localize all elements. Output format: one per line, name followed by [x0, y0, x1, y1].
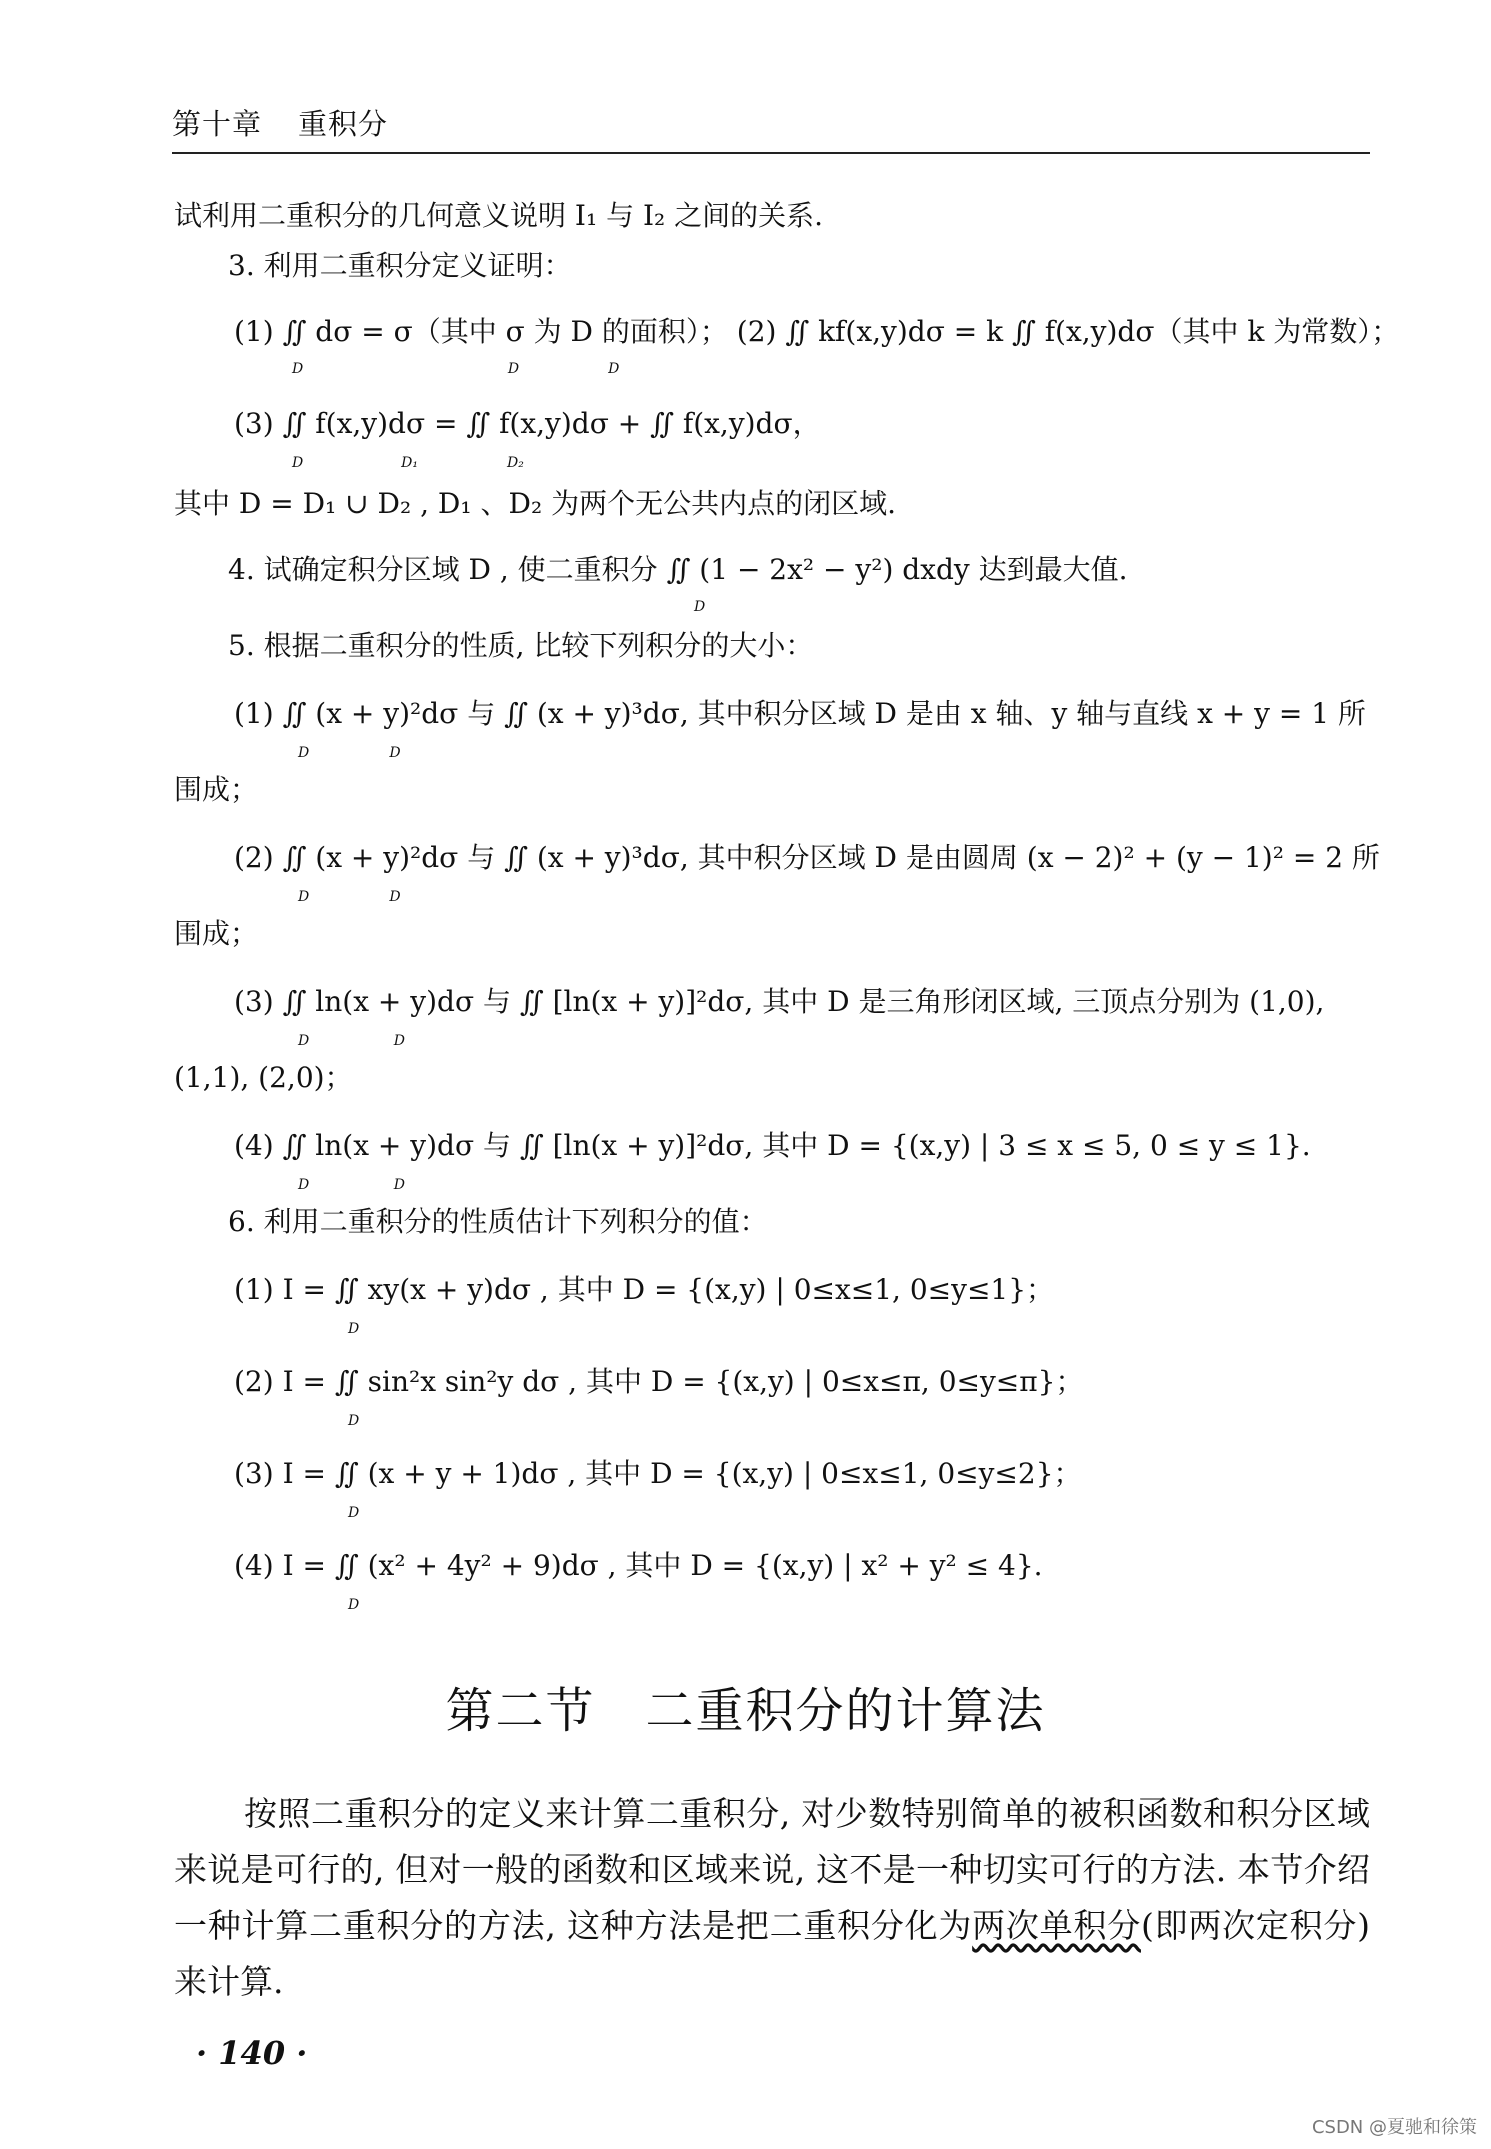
header-rule [172, 152, 1370, 154]
paragraph-text: 按照二重积分的定义来计算二重积分, 对少数特别简单的被积函数和积分区域来说是可行的, 但对一般的函数和区域来说, 这不是一种切实可行的方法. 本节介绍一种计算二重积分的方法, 这种方法是把二重积分化为 [174, 1794, 1370, 1945]
section-title: 第二节 二重积分的计算法 [445, 1683, 1046, 1739]
exercise-3-note: 其中 D = D₁ ∪ D₂ , D₁ 、D₂ 为两个无公共内点的闭区域. [174, 487, 896, 520]
exercise-6-part-2: (2) I = ∬ sin²x sin²y dσ , 其中 D = {(x,y) | 0≤x≤π, 0≤y≤π}； [234, 1365, 1084, 1398]
watermark: CSDN @夏驰和徐策 [1311, 2117, 1477, 2138]
exercise-4: 4. 试确定积分区域 D , 使二重积分 ∬ (1 − 2x² − y²) dxdy 达到最大值. [228, 553, 1128, 586]
exercise-5-part-1-cont: 围成； [174, 773, 259, 806]
exercise-6-part-3: (3) I = ∬ (x + y + 1)dσ , 其中 D = {(x,y) | 0≤x≤1, 0≤y≤2}； [234, 1457, 1082, 1490]
integral-subscripts: D D₁ D₂ [292, 455, 524, 471]
exercise-3-part-1-2: (1) ∬ dσ = σ（其中 σ 为 D 的面积）； (2) ∬ kf(x,y)dσ = k ∬ f(x,y)dσ（其中 k 为常数）； [234, 315, 1400, 348]
body-paragraph [174, 1786, 1370, 2010]
integral-subscript: D [348, 1505, 360, 1521]
integral-subscript: D [694, 599, 706, 615]
exercise-3-heading: 3. 利用二重积分定义证明： [228, 249, 572, 282]
integral-subscripts: D D [298, 889, 401, 905]
chapter-title: 重积分 [298, 107, 389, 141]
exercise-5-part-3: (3) ∬ ln(x + y)dσ 与 ∬ [ln(x + y)]²dσ, 其中 D 是三角形闭区域, 三顶点分别为 (1,0), [234, 985, 1325, 1018]
integral-subscript: D [348, 1321, 360, 1337]
integral-subscripts: D D [298, 1033, 406, 1049]
exercise-line: 试利用二重积分的几何意义说明 I₁ 与 I₂ 之间的关系. [174, 199, 824, 232]
exercise-6-heading: 6. 利用二重积分的性质估计下列积分的值： [228, 1205, 768, 1238]
integral-subscript: D [348, 1597, 360, 1613]
integral-subscript: D [348, 1413, 360, 1429]
exercise-5-part-2: (2) ∬ (x + y)²dσ 与 ∬ (x + y)³dσ, 其中积分区域 D 是由圆周 (x − 2)² + (y − 1)² = 2 所 [234, 841, 1380, 874]
integral-subscripts: D D D [292, 361, 620, 377]
exercise-6-part-4: (4) I = ∬ (x² + 4y² + 9)dσ , 其中 D = {(x,y) | x² + y² ≤ 4}. [234, 1549, 1043, 1582]
exercise-5-part-2-cont: 围成； [174, 917, 259, 950]
exercise-5-part-3-cont: (1,1), (2,0)； [174, 1061, 353, 1094]
exercise-3-part-3: (3) ∬ f(x,y)dσ = ∬ f(x,y)dσ + ∬ f(x,y)dσ， [234, 407, 821, 440]
integral-subscripts: D D [298, 745, 401, 761]
exercise-6-part-1: (1) I = ∬ xy(x + y)dσ , 其中 D = {(x,y) | 0≤x≤1, 0≤y≤1}； [234, 1273, 1055, 1306]
exercise-5-part-4: (4) ∬ ln(x + y)dσ 与 ∬ [ln(x + y)]²dσ, 其中 D = {(x,y) | 3 ≤ x ≤ 5, 0 ≤ y ≤ 1}. [234, 1129, 1311, 1162]
page-number: · 140 · [196, 2034, 308, 2072]
running-header [172, 102, 424, 143]
exercise-5-part-1: (1) ∬ (x + y)²dσ 与 ∬ (x + y)³dσ, 其中积分区域 D 是由 x 轴、y 轴与直线 x + y = 1 所 [234, 697, 1366, 730]
integral-subscripts: D D [298, 1177, 406, 1193]
emphasized-term: 两次单积分 [972, 1906, 1141, 1945]
paragraph-text-end: (即两次定积分)来计算. [174, 1906, 1371, 2001]
exercise-5-heading: 5. 根据二重积分的性质, 比较下列积分的大小： [228, 629, 814, 662]
chapter-label: 第十章 [172, 107, 263, 141]
